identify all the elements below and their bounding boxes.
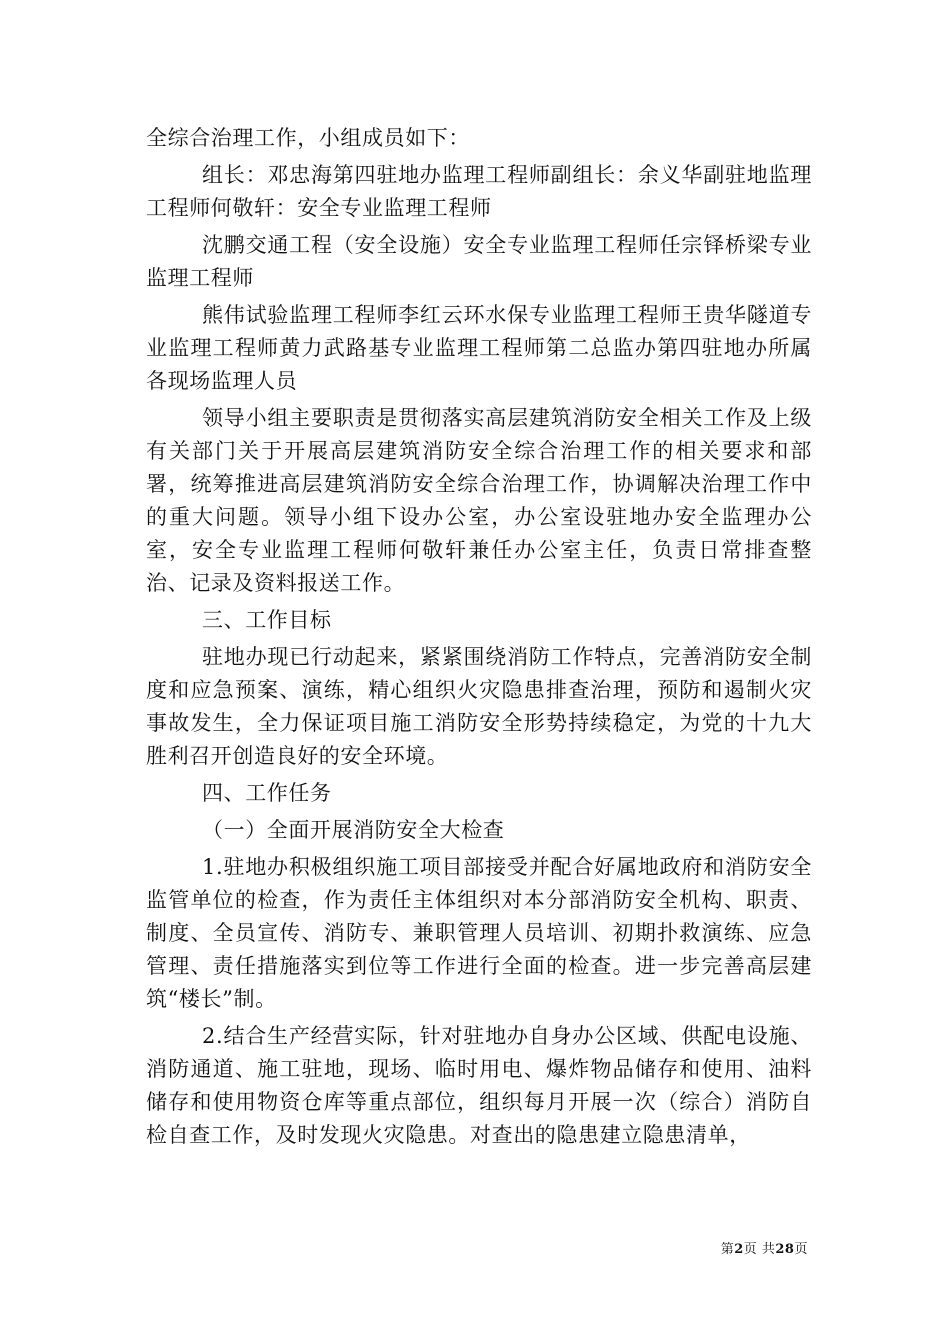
- footer-prefix: 第: [720, 1242, 735, 1257]
- footer-suffix: 页: [794, 1242, 808, 1257]
- paragraph: 1.驻地办积极组织施工项目部接受并配合好属地政府和消防安全监管单位的检查，作为责任主体组织对本分部消防安全机构、职责、制度、全员宣传、消防专、兼职管理人员培训、初期扑救演练、应急管理、责任措施落实到位等工作进行全面的检查。进一步完善高层建筑“楼长”制。: [146, 855, 812, 1011]
- paragraph: 领导小组主要职责是贯彻落实高层建筑消防安全相关工作及上级有关部门关于开展高层建筑消防安全综合治理工作的相关要求和部署，统筹推进高层建筑消防安全综合治理工作，协调解决治理工作中的重大问题。领导小组下设办公室，办公室设驻地办安全监理办公室，安全专业监理工程师何敬轩兼任办公室主任，负责日常排查整治、记录及资料报送工作。: [146, 406, 812, 595]
- current-page-number: 2: [734, 1242, 744, 1257]
- paragraph: 沈鹏交通工程（安全设施）安全专业监理工程师任宗铎桥梁专业监理工程师: [146, 233, 812, 290]
- paragraph: 全综合治理工作，小组成员如下：: [146, 126, 470, 150]
- paragraph: 组长：邓忠海第四驻地办监理工程师副组长：余义华副驻地监理工程师何敬轩：安全专业监理工程师: [146, 163, 812, 220]
- section-heading: 三、工作目标: [202, 608, 332, 632]
- subsection-heading: （一）全面开展消防安全大检查: [202, 818, 505, 842]
- paragraph: 驻地办现已行动起来，紧紧围绕消防工作特点，完善消防安全制度和应急预案、演练，精心组织火灾隐患排查治理，预防和遏制火灾事故发生，全力保证项目施工消防安全形势持续稳定，为党的十九大胜利召开创造良好的安全环境。: [146, 645, 812, 768]
- page-number-footer: [721, 1238, 808, 1257]
- footer-middle: 页 共: [743, 1242, 776, 1257]
- section-heading: 四、工作任务: [202, 781, 332, 805]
- document-body: [146, 120, 812, 1154]
- paragraph: 2.结合生产经营实际，针对驻地办自身办公区域、供配电设施、消防通道、施工驻地，现场、临时用电、爆炸物品储存和使用、油料储存和使用物资仓库等重点部位，组织每月开展一次（综合）消防自检自查工作，及时发现火灾隐患。对查出的隐患建立隐患清单，: [146, 1024, 812, 1147]
- total-page-count: 28: [775, 1242, 795, 1257]
- paragraph: 熊伟试验监理工程师李红云环水保专业监理工程师王贵华隧道专业监理工程师黄力武路基专业监理工程师第二总监办第四驻地办所属各现场监理人员: [146, 303, 812, 393]
